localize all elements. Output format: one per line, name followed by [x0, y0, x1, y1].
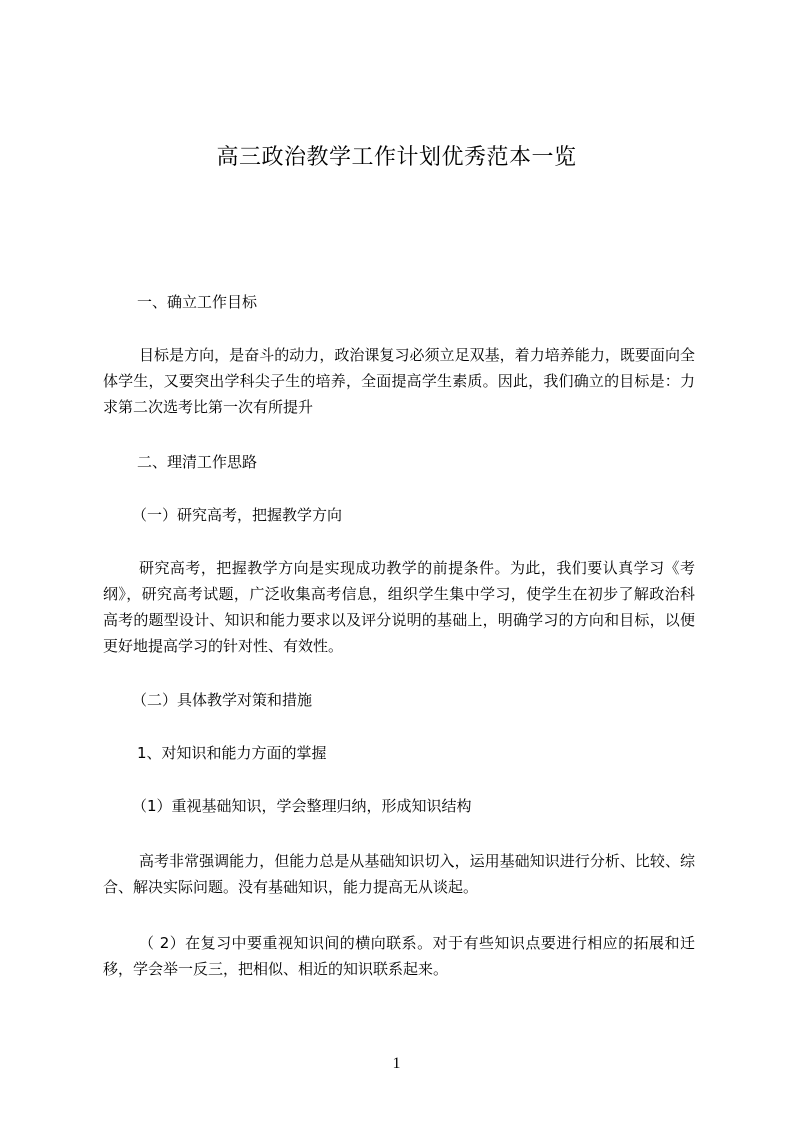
item-heading: （1）重视基础知识，学会整理归纳，形成知识结构 [132, 797, 472, 815]
paragraph: （ 2）在复习中要重视知识间的横向联系。对于有些知识点要进行相应的拓展和迁移，学会举一反三，把相似、相近的知识联系起来。 [103, 934, 695, 978]
paragraph: 目标是方向，是奋斗的动力，政治课复习必须立足双基，着力培养能力，既要面向全体学生，又要突出学科尖子生的培养，全面提高学生素质。因此，我们确立的目标是：力求第二次选考比第一次有所提升 [103, 346, 695, 416]
subsection-heading: （一）研究高考，把握教学方向 [132, 506, 343, 524]
page-number: 1 [392, 1055, 401, 1072]
paragraph: 高考非常强调能力，但能力总是从基础知识切入，运用基础知识进行分析、比较、综合、解决实际问题。没有基础知识，能力提高无从谈起。 [103, 852, 695, 896]
subsection-heading: （二）具体教学对策和措施 [132, 691, 313, 709]
item-heading: 1、对知识和能力方面的掌握 [137, 744, 327, 762]
section-heading: 一、确立工作目标 [137, 293, 258, 311]
paragraph: 研究高考，把握教学方向是实现成功教学的前提条件。为此，我们要认真学习《考纲》，研究高考试题，广泛收集高考信息，组织学生集中学习，使学生在初步了解政治科高考的题型设计、知识和能力要求以及评分说明的基础上，明确学习的方向和目标，以便更好地提高学习的针对性、有效性。 [103, 559, 695, 655]
document-title: 高三政治教学工作计划优秀范本一览 [216, 145, 577, 170]
section-heading: 二、理清工作思路 [137, 453, 258, 471]
